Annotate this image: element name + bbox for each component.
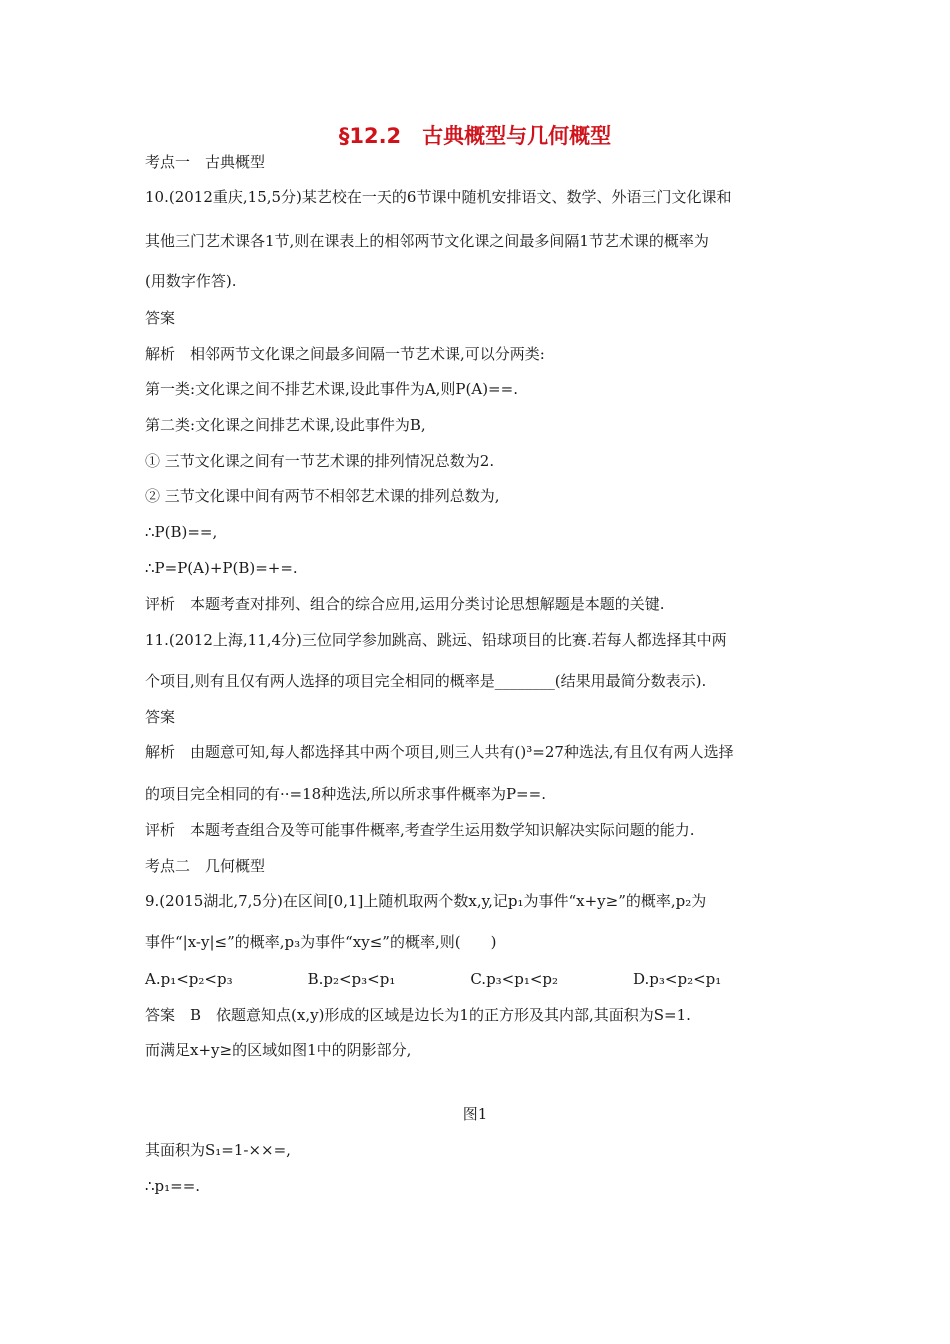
figure-caption: 图1 — [462, 1105, 488, 1123]
section-heading: 考点二 几何概型 — [145, 857, 266, 875]
text-line: ② 三节文化课中间有两节不相邻艺术课的排列总数为, — [145, 487, 500, 505]
text-line: 个项目,则有且仅有两人选择的项目完全相同的概率是________(结果用最简分数表示). — [145, 672, 707, 690]
section-heading: 考点一 古典概型 — [145, 153, 266, 171]
text-line: 11.(2012上海,11,4分)三位同学参加跳高、跳远、铅球项目的比赛.若每人都选择其中两 — [145, 631, 727, 649]
text-line: 事件“|x-y|≤”的概率,p₃为事件“xy≤”的概率,则( ) — [145, 933, 497, 951]
answer-label: 答案 — [145, 309, 176, 327]
answer-label: 答案 — [145, 708, 176, 726]
text-line: ① 三节文化课之间有一节艺术课的排列情况总数为2. — [145, 452, 495, 470]
text-line: (用数字作答). — [145, 272, 237, 290]
text-line: 解析 由题意可知,每人都选择其中两个项目,则三人共有()³=27种选法,有且仅有两人选择 — [145, 743, 734, 761]
text-line: 其面积为S₁=1-××=, — [145, 1141, 291, 1159]
text-line: 9.(2015湖北,7,5分)在区间[0,1]上随机取两个数x,y,记p₁为事件“x+y≥”的概率,p₂为 — [145, 892, 707, 910]
text-line: ∴p₁==. — [145, 1177, 201, 1195]
text-line: ∴P=P(A)+P(B)=+=. — [145, 559, 298, 577]
text-line: 的项目完全相同的有··=18种选法,所以所求事件概率为P==. — [145, 785, 546, 803]
text-line: 评析 本题考查对排列、组合的综合应用,运用分类讨论思想解题是本题的关键. — [145, 595, 665, 613]
text-line: 答案 B 依题意知点(x,y)形成的区域是边长为1的正方形及其内部,其面积为S=1. — [145, 1006, 691, 1024]
text-line: 而满足x+y≥的区域如图1中的阴影部分, — [145, 1041, 412, 1059]
choice-options: A.p₁<p₂<p₃ B.p₂<p₃<p₁ C.p₃<p₁<p₂ D.p₃<p₂<p₁ — [145, 970, 722, 988]
text-line: 第二类:文化课之间排艺术课,设此事件为B, — [145, 416, 426, 434]
text-line: 其他三门艺术课各1节,则在课表上的相邻两节文化课之间最多间隔1节艺术课的概率为 — [145, 232, 709, 250]
text-line: ∴P(B)==, — [145, 523, 218, 541]
page-title: §12.2 古典概型与几何概型 — [338, 124, 612, 148]
text-line: 解析 相邻两节文化课之间最多间隔一节艺术课,可以分两类: — [145, 345, 545, 363]
text-line: 10.(2012重庆,15,5分)某艺校在一天的6节课中随机安排语文、数学、外语三门文化课和 — [145, 188, 732, 206]
text-line: 第一类:文化课之间不排艺术课,设此事件为A,则P(A)==. — [145, 380, 518, 398]
text-line: 评析 本题考查组合及等可能事件概率,考查学生运用数学知识解决实际问题的能力. — [145, 821, 695, 839]
